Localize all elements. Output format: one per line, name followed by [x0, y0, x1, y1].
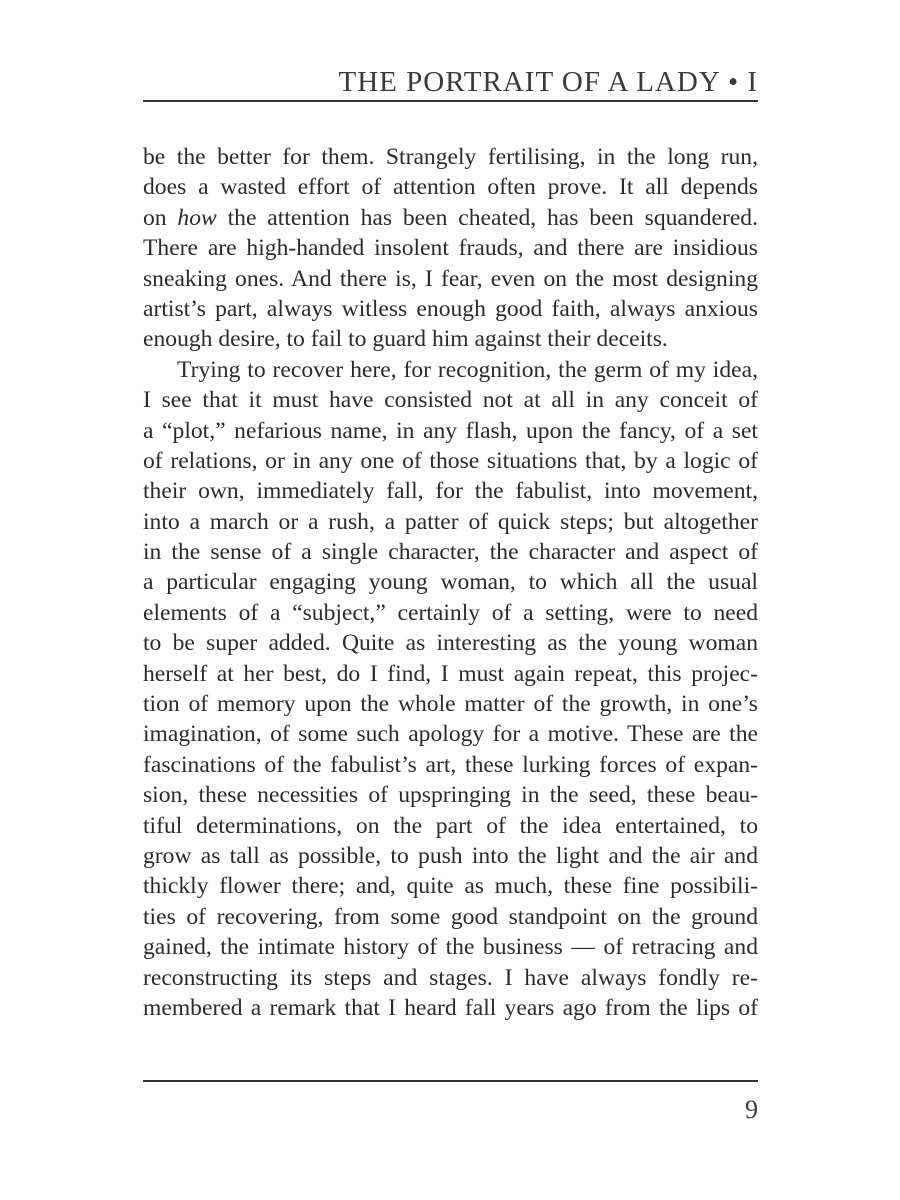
text-line: on how the attention has been cheated, has been squandered. — [143, 204, 758, 231]
text-line: There are high-handed insolent frauds, and there are insidious — [143, 235, 758, 262]
text-line: grow as tall as possible, to push into the light and the air and — [143, 842, 758, 869]
footer-rule — [143, 1080, 758, 1082]
text-line: a “plot,” nefarious name, in any flash, upon the fancy, of a set — [143, 417, 758, 444]
text-line: reconstructing its steps and stages. I have always fondly re- — [143, 964, 758, 991]
text-line: tion of memory upon the whole matter of the growth, in one’s — [143, 691, 758, 718]
text-line: into a march or a rush, a patter of quick steps; but altogether — [143, 508, 758, 535]
page-number: 9 — [745, 1095, 758, 1124]
text-line: sneaking ones. And there is, I fear, even on the most designing — [143, 265, 758, 292]
text-line: of relations, or in any one of those situations that, by a logic of — [143, 447, 758, 474]
text-line: enough desire, to fail to guard him against their deceits. — [143, 326, 668, 353]
text-line: artist’s part, always witless enough good faith, always anxious — [143, 295, 758, 322]
body-text — [143, 142, 758, 1023]
text-line: gained, the intimate history of the business — of retracing and — [143, 934, 758, 961]
text-line: herself at her best, do I find, I must again repeat, this projec- — [143, 660, 758, 687]
header-rule — [143, 100, 758, 102]
text-line: Trying to recover here, for recognition, the germ of my idea, — [177, 356, 758, 383]
running-head: THE PORTRAIT OF A LADY • I — [338, 66, 758, 98]
text-line: I see that it must have consisted not at all in any conceit of — [143, 387, 758, 414]
text-line: thickly flower there; and, quite as much, these fine possibili- — [143, 873, 758, 900]
text-line: in the sense of a single character, the character and aspect of — [143, 539, 758, 566]
text-line: tiful determinations, on the part of the idea entertained, to — [143, 812, 758, 839]
text-line: a particular engaging young woman, to which all the usual — [143, 569, 758, 596]
text-line: their own, immediately fall, for the fabulist, into movement, — [143, 478, 758, 505]
text-line: membered a remark that I heard fall years ago from the lips of — [143, 994, 758, 1021]
text-line: does a wasted effort of attention often prove. It all depends — [143, 174, 758, 201]
text-line: fascinations of the fabulist’s art, these lurking forces of expan- — [143, 751, 758, 778]
text-line: ties of recovering, from some good standpoint on the ground — [143, 903, 758, 930]
text-line: elements of a “subject,” certainly of a setting, were to need — [143, 599, 758, 626]
text-line: sion, these necessities of upspringing in the seed, these beau- — [143, 782, 758, 809]
text-line: be the better for them. Strangely fertilising, in the long run, — [143, 144, 758, 170]
text-line: imagination, of some such apology for a motive. These are the — [143, 721, 758, 748]
text-line: to be super added. Quite as interesting as the young woman — [143, 630, 758, 657]
